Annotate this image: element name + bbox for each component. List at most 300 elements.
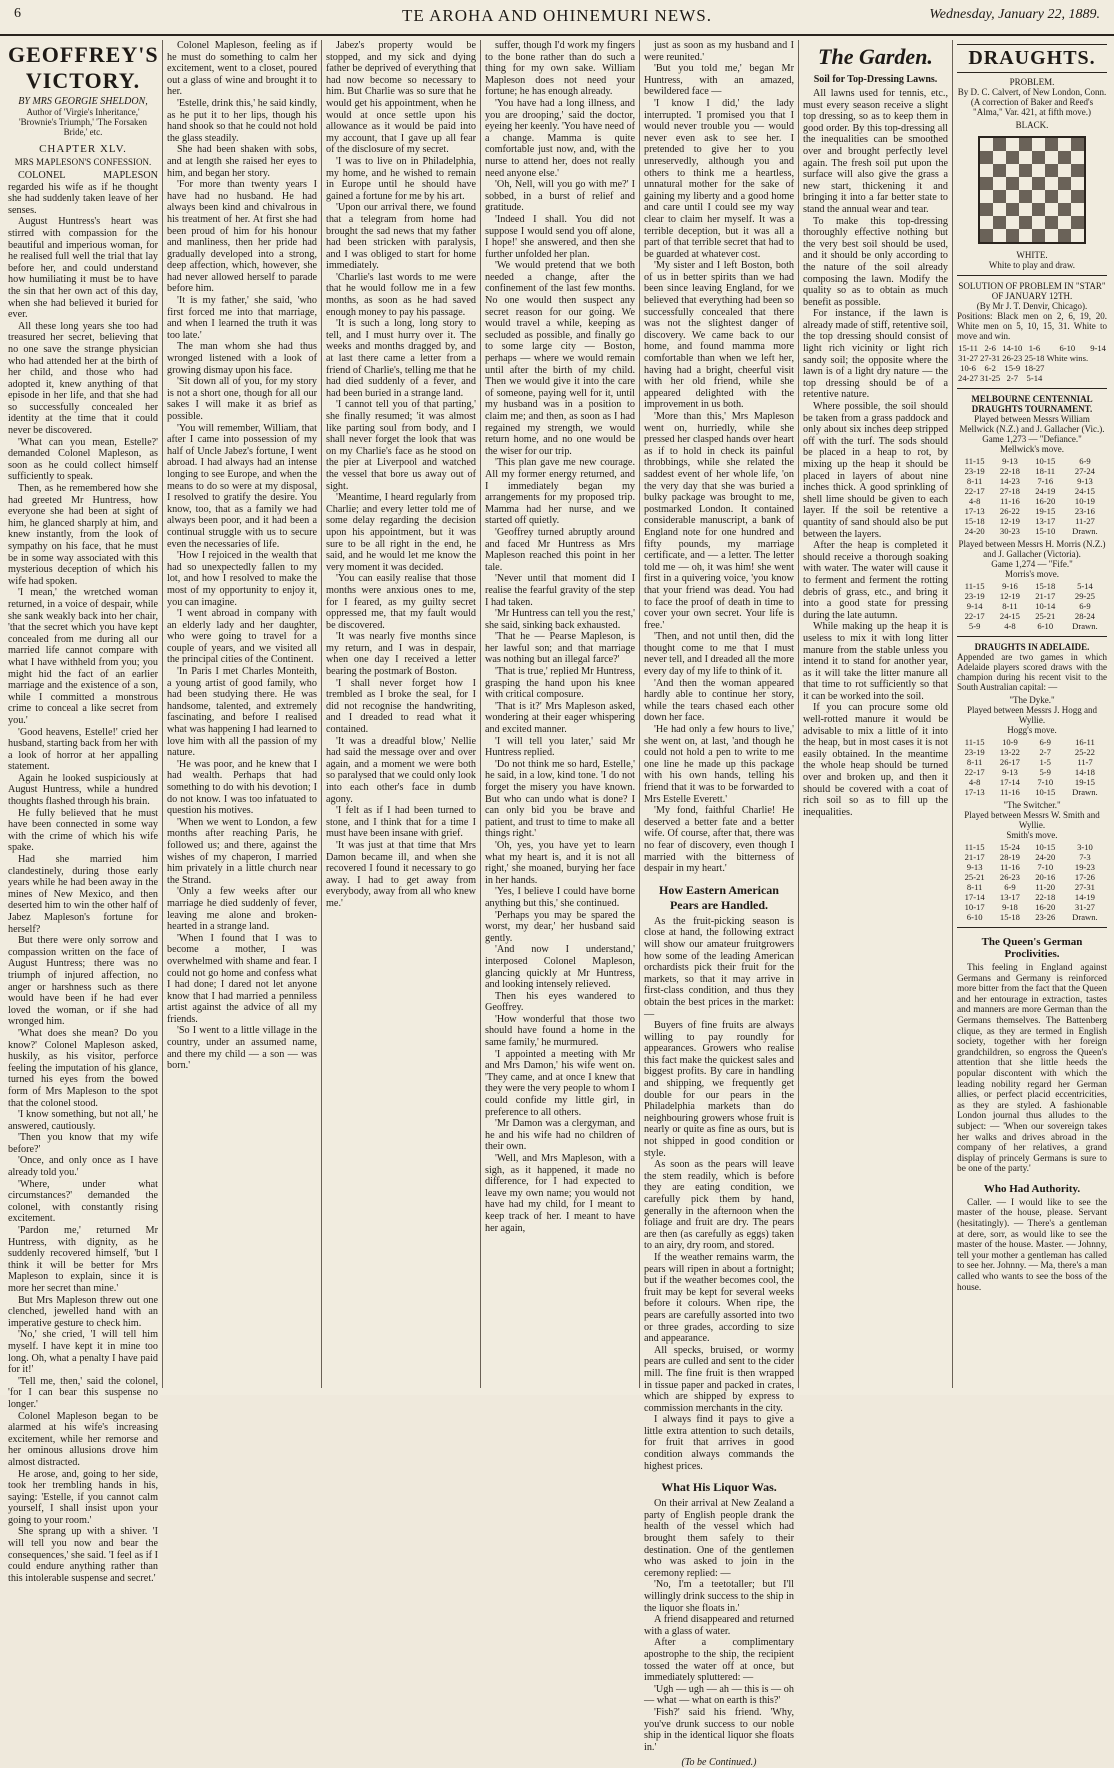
move-cell: 2-7 (1006, 373, 1019, 383)
garden-paragraph: All lawns used for tennis, etc., must every season receive a slight top dressing, so as to keep them in good order. By this top-dressing all the inequalities can be smoothed over and brought perfectly level again. The fresh soil put upon the surface will also give the grass a new start, thickening it and bringing it into a far better state to stand the annual wear and tear. (803, 88, 948, 215)
board-square (1071, 229, 1084, 242)
column-7 (957, 40, 1107, 1390)
board-square (1019, 229, 1032, 242)
column-2 (167, 40, 317, 1390)
story-paragraph: 'Tell me, then,' said the colonel, 'for I can bear this suspense no longer.' (8, 1375, 158, 1410)
story-paragraph: 'I mean,' the wretched woman returned, in a voice of despair, while she sank weakly back into her chair, 'that the secret which you have kept concealed from me during all our married life cannot compare with what I have withheld from you; you might hid the fact of an earlier marriage and the existence of a son, while I committed a monstrous crime to conceal a like secret from you.' (8, 587, 158, 726)
issue-date: Wednesday, January 22, 1889. (929, 7, 1100, 22)
move-cell: 22-17 (964, 611, 985, 621)
game1-moves-table (957, 456, 1107, 536)
move-cell: 23-19 (964, 747, 985, 757)
move-cell: 17-14 (999, 777, 1020, 787)
switcher-title: "The Switcher." (1003, 800, 1061, 810)
story-paragraph: 'No,' she cried, 'I will tell him myself. I have kept it in mine too long. Oh, what a penalty I have paid for it!' (8, 1329, 158, 1376)
liquor-article-paragraph: On their arrival at New Zealand a party of English people drank the health of the vessel which had brought them safely to their destination. One of the gentlemen who was asked to join in the ceremony replied: — (644, 1498, 794, 1579)
column-6 (803, 40, 948, 1390)
game-number: Game 1,273 — "Defiance." (982, 434, 1082, 444)
move-row (957, 757, 1107, 767)
move-cell: 28-24 (1074, 611, 1095, 621)
move-cell: 15-18 (964, 516, 985, 526)
liquor-article-paragraph: 'No, I'm a teetotaller; but I'll willingly drink success to the ship in the liquor she floats in.' (644, 1579, 794, 1614)
board-square (1045, 190, 1058, 203)
col2-body (167, 40, 317, 1072)
board-square (1071, 164, 1084, 177)
story-paragraph: Had she married him clandestinely, during those early years while he had been away in the mines of New Mexico, and then deserted him to win the other half of Jabez Mapleson's fortune for herself? (8, 854, 158, 935)
story-paragraph: But there were only sorrow and compassion written on the face of August Huntress; there was no triumph of injured affection, no anger or harshness such as there would have been if he had ever loved the woman, or if she had wronged him. (8, 935, 158, 1028)
move-cell: 3-10 (1077, 842, 1093, 852)
switcher-move: Smith's move. (1006, 830, 1058, 840)
story-paragraph: 'Oh, Nell, will you go with me?' I sobbed, in a burst of relief and gratitude. (485, 179, 635, 214)
move-cell: 8-11 (966, 476, 983, 486)
move-cell: 11-16 (1000, 496, 1020, 506)
move-cell: 11-15 (964, 456, 985, 466)
story-paragraph: Then, as he remembered how she had greeted Mr Huntress, how everyone she had been at sight of him, he glanced sharply at him, and knew instantly, from the look of sympathy on his face, that he must be in some way associated with this mysterious deception of which his wife had spoken. (8, 483, 158, 587)
board-square (1045, 229, 1058, 242)
move-row (957, 476, 1107, 486)
move-cell: 31-25 (980, 373, 1001, 383)
move-cell: 10-9 (1002, 737, 1018, 747)
story-paragraph: The man whom she had thus wronged listened with a look of growing dismay upon his face. (167, 341, 317, 376)
move-cell: 26-17 (999, 757, 1020, 767)
garden-subtitle: Soil for Top-Dressing Lawns. (813, 74, 938, 85)
move-cell: 25-21 (964, 872, 985, 882)
move-cell: 13-17 (999, 892, 1020, 902)
move-cell: 25-18 (1024, 353, 1045, 363)
garden-paragraph: To make this top-dressing thoroughly effective nothing but the very best soil should be used, and it should be only according to the nature of the soil already composing the lawn. Modify the quality so as to obtain as much benefit as possible. (803, 215, 948, 308)
adelaide-intro: Appended are two games in which Adelaide players scored draws with the champion during his recent visit to the South Australian capital: — (957, 652, 1107, 692)
move-cell: 16-20 (1035, 902, 1056, 912)
problem-note: (A correction of Baker and Reed's "Alma," Var. 421, at fifth move.) (970, 97, 1094, 117)
move-cell: 17-13 (964, 787, 985, 797)
move-cell: 31-27 (1074, 902, 1095, 912)
story-paragraph: 'Never until that moment did I realise the fearful gravity of the step I had taken. (485, 573, 635, 608)
author-note: Author of 'Virgie's Inheritance,' 'Brownie's Triumph,' 'The Forsaken Bride,' etc. (19, 107, 147, 137)
board-square (1058, 216, 1071, 229)
story-paragraph: 'Only a few weeks after our marriage he died suddenly of fever, leaving me alone and broken-hearted in a strange land. (167, 886, 317, 933)
story-paragraph: All these long years she too had treasured her secret, believing that no one save the strange physician who had attended her at the birth of her child, and those who had adopted it, knew anything of that episode in her life, and that she had so successfully concealed her identity at the time that it could never be discovered. (8, 320, 158, 437)
move-cell: 12-19 (999, 516, 1020, 526)
move-row (957, 912, 1107, 922)
board-square (1032, 203, 1045, 216)
board-square (1019, 203, 1032, 216)
story-paragraph: 'He was poor, and he knew that I had wealth. Perhaps that had something to do with his devotion; I do not know. I was too infatuated to question his motives. (167, 758, 317, 817)
story-paragraph: She sprang up with a shiver. 'I will tell you now and bear the consequences,' she said. 'I feel as if I could endure anything rather than this intolerable suspense and secret.' (8, 1526, 158, 1584)
story-paragraph: 'We would pretend that we both needed a change, after the confinement of the last few months. No one would then suspect any secret reason for our going. We would travel a while, keeping as secluded as possible, and finally go to some large city — Boston, perhaps — where we would remain until after the birth of my child. Then we would give it into the care of someone, paying well for it, until my husband was in a position to claim me; and then, as soon as I had regained my strength, we would return home, and no one would be the wiser for our trip. (485, 260, 635, 457)
story-paragraph: She had been shaken with sobs, and at length she raised her eyes to him, and began her story. (167, 144, 317, 179)
move-cell: 6-9 (1004, 882, 1016, 892)
story-paragraph: just as soon as my husband and I were reunited.' (644, 40, 794, 63)
solution-heading: SOLUTION OF PROBLEM IN "STAR" OF JANUARY 12TH. (958, 281, 1106, 301)
liquor-article-paragraph: 'Fish?' said his friend. 'Why, you've drunk success to our noble ship in the identical liquor she floats in.' (644, 1706, 794, 1753)
divider (957, 927, 1107, 928)
move-cell: 16-20 (1035, 496, 1056, 506)
move-cell: 11-15 (964, 581, 985, 591)
column-rule (162, 40, 163, 1388)
story-paragraph: He fully believed that he must have been connected in some way with the crime of which his wife spake. (8, 807, 158, 854)
story-paragraph: 'What can you mean, Estelle?' demanded Colonel Mapleson, as soon as he could collect himself sufficiently to speak. (8, 436, 158, 483)
byline: BY MRS GEORGIE SHELDON, (18, 96, 148, 107)
board-square (1045, 177, 1058, 190)
board-square (980, 151, 993, 164)
garden-paragraph: After the heap is completed it should receive a thorough soaking with water. The water will cause it to ferment and ferment the rotting debris of grass, etc., and bring it into a good state for pressing during the late autumn. (803, 540, 948, 621)
tourney-subheading: Played between Messrs William Mellwick (N.Z.) and J. Gallacher (Vic.). (959, 414, 1105, 434)
board-square (1045, 203, 1058, 216)
move-row (957, 902, 1107, 912)
story-paragraph: 'He had only a few hours to live,' she went on, at last, 'and though he could not hold a pen to write to me one line he made up this package with his own hands, telling his friend that it was to be forwarded to Mrs Estelle Everett.' (644, 724, 794, 805)
story-paragraph: 'It is my father,' she said, 'who first forced me into that marriage, and when I learned the truth it was too late.' (167, 295, 317, 341)
move-cell: 11-15 (964, 842, 985, 852)
move-cell: 5-14 (1077, 581, 1093, 591)
column-4 (485, 40, 635, 1390)
move-cell: 13-22 (999, 747, 1020, 757)
move-cell: 11-15 (964, 737, 985, 747)
board-square (1006, 216, 1019, 229)
board-square (1058, 138, 1071, 151)
move-row (957, 373, 1107, 383)
board-square (1006, 203, 1019, 216)
story-paragraph: 'Sit down all of you, for my story is not a short one, though for all our sakes I will make it as brief as possible. (167, 376, 317, 422)
move-cell: 24-15 (999, 611, 1020, 621)
move-cell: 19-15 (1074, 777, 1095, 787)
move-cell: Drawn. (1072, 912, 1098, 922)
board-square (980, 229, 993, 242)
board-square (1071, 177, 1084, 190)
chapter-heading: CHAPTER XLV. (39, 143, 127, 155)
board-square (1032, 151, 1045, 164)
story-paragraph: 'My sister and I left Boston, both of us in better spirits than we had been since leaving England, for we believed that everything had been so successfully concealed that there was not the slightest danger of discovery. We came back to our home, and found mamma more comfortable than when we left her, having had a bright, cheerful visit with her old friend, while she appeared delighted with the improvement in us both. (644, 260, 794, 411)
move-cell: 18-27 (1024, 363, 1045, 373)
story-paragraph: 'That he — Pearse Mapleson, is her lawful son; and that marriage was nothing but an illegal farce?' (485, 631, 635, 666)
board-square (993, 177, 1006, 190)
story-paragraph: 'Perhaps you may be spared the worst, my dear,' her husband said gently. (485, 909, 635, 944)
move-cell: 5-9 (1039, 767, 1051, 777)
story-paragraph: 'Then you know that my wife before?' (8, 1132, 158, 1155)
col6-body (803, 88, 948, 818)
story-paragraph: 'When I found that I was to become a mother, I was overwhelmed with shame and fear. I could not go home and confess what I had done; I dared not let anyone know that I had married a penniless artist against the advice of all my friends. (167, 932, 317, 1025)
move-cell: 1-6 (1028, 343, 1041, 353)
board-square (1058, 177, 1071, 190)
board-square (1032, 216, 1045, 229)
board-square (1032, 229, 1045, 242)
move-cell: 17-26 (1074, 872, 1095, 882)
board-square (1006, 151, 1019, 164)
board-square (1045, 138, 1058, 151)
move-cell: 6-2 (984, 363, 996, 373)
column-rule (321, 40, 322, 1388)
board-square (1058, 229, 1071, 242)
solution-author: (By Mr J. T. Denvir, Chicago). (976, 301, 1088, 311)
move-cell: 14-19 (1074, 892, 1095, 902)
move-cell: 9-13 (1002, 767, 1018, 777)
move-row (957, 581, 1107, 591)
board-square (980, 203, 993, 216)
adelaide-heading: DRAUGHTS IN ADELAIDE. (974, 642, 1090, 652)
board-square (1071, 151, 1084, 164)
move-cell: 15-9 (1004, 363, 1021, 373)
move-cell: 7-10 (1037, 862, 1054, 872)
story-paragraph: 'It was nearly five months since my return, and I was in despair, when one day I received a letter bearing the postmark of Boston. (326, 631, 476, 678)
game2-number: Game 1,274 — "Fife." (991, 559, 1073, 569)
problem-author: By D. C. Calvert, of New London, Conn. (957, 87, 1107, 97)
story-paragraph: 'Geoffrey turned abruptly around and faced Mr Huntress as Mrs Mapleson reached this point in her tale. (485, 526, 635, 573)
move-cell: 27-31 (980, 353, 1001, 363)
story-paragraph: 'Indeed I shall. You did not suppose I would send you off alone, I hope!' she answered, and then she further unfolded her plan. (485, 213, 635, 260)
story-paragraph: 'It is such a long, long story to tell, and I must hurry over it. The weeks and months dragged by, and at last there came a letter from a friend of Charlie's, telling me that he had died suddenly of a fever, and had been buried in a strange land. (326, 318, 476, 399)
story-paragraph: 'You will remember, William, that after I came into possession of my half of Uncle Jabez's fortune, I went abroad. I had always had an intense longing to see Europe, and when the means to do so were at my disposal, I resolved to gratify the desire. You know, too, that as a family we had always been poor, and it had been a continual struggle with us to secure even the necessaries of life. (167, 422, 317, 550)
garden-paragraph: For instance, if the lawn is already made of stiff, retentive soil, the top dressing should consist of light rich vicinity or light rich sandy soil; the opposite where the lawn is of a light dry nature — the top dressing should be of a retentive nature. (803, 308, 948, 401)
move-cell: 14-23 (999, 476, 1020, 486)
column-rule (798, 40, 799, 1388)
move-cell: 11-20 (1035, 882, 1056, 892)
move-cell: 22-17 (964, 767, 985, 777)
move-row (957, 852, 1107, 862)
move-cell: 14-18 (1074, 767, 1095, 777)
move-cell: 8-11 (966, 757, 983, 767)
move-cell: 10-6 (960, 363, 976, 373)
move-cell: 7-10 (1037, 777, 1054, 787)
move-cell: 10-15 (1035, 456, 1056, 466)
col5-body (644, 40, 794, 1753)
switcher-subheading: Played between Messrs W. Smith and Wyllie. (964, 810, 1100, 830)
board-square (993, 203, 1006, 216)
move-cell: 15-11 (958, 343, 978, 353)
page-number: 6 (14, 6, 21, 21)
move-cell: 22-18 (999, 466, 1020, 476)
move-cell: 22-17 (964, 486, 985, 496)
column-rule (639, 40, 640, 1388)
board-square (980, 164, 993, 177)
problem-heading: PROBLEM. (1009, 77, 1055, 87)
move-cell: Drawn. (1072, 787, 1098, 797)
story-paragraph: Again he looked suspiciously at August Huntress, while a hundred thoughts flashed through his brain. (8, 772, 158, 808)
board-square (1006, 190, 1019, 203)
board-square (1032, 177, 1045, 190)
move-row (957, 862, 1107, 872)
story-paragraph: He arose, and, going to her side, took her trembling hands in his, saying: 'Estelle, if you cannot calm yourself, I shall insist upon your going to your room.' (8, 1468, 158, 1526)
move-cell: 9-13 (1002, 456, 1018, 466)
move-cell: 17-13 (964, 506, 985, 516)
move-cell: 10-17 (964, 902, 985, 912)
move-row (957, 343, 1107, 353)
story-paragraph: 'It was a dreadful blow,' Nellie had said the message over and over again, and a moment we were both so paralysed that we could only look into each other's face in dumb agony. (326, 735, 476, 805)
move-cell: 14-10 (1002, 343, 1023, 353)
move-cell: 26-23 (1002, 353, 1023, 363)
move-cell: 16-11 (1075, 737, 1095, 747)
story-paragraph: 'In Paris I met Charles Monteith, a young artist of good family, who had been studying there. He was handsome, talented, and extremely fascinating, and before I realised what was happening I had learned to love him with all the passion of my nature. (167, 666, 317, 759)
move-cell: 8-11 (966, 882, 983, 892)
draughts-title: DRAUGHTS. (957, 44, 1107, 73)
story-paragraph: 'That is it?' Mrs Mapleson asked, wondering at their eager whispering and excited manner. (485, 700, 635, 736)
move-cell: 11-16 (1000, 787, 1020, 797)
story-paragraph: Colonel Mapleson, feeling as if he must do something to calm her excitement, went to a closet, poured out a glass of wine and brought it to her. (167, 40, 317, 98)
pears-article-title: How Eastern American Pears are Handled. (659, 882, 779, 912)
divider (957, 636, 1107, 637)
story-title: GEOFFREY'S VICTORY. (8, 42, 159, 93)
pears-article-paragraph: As soon as the pears will leave the stem readily, which is before they are eating condition, we carefully pick them by hand, generally in the afternoon when the foliage and fruit are dry. The pears are then (as carefully as eggs) taken to an airy, dry room, and stored. (644, 1159, 794, 1252)
story-paragraph: 'Once, and only once as I have already told you.' (8, 1155, 158, 1179)
dyke-move: Hogg's move. (1007, 725, 1057, 735)
board-square (1006, 229, 1019, 242)
move-cell: 15-18 (999, 912, 1020, 922)
story-paragraph: 'Upon our arrival there, we found that a telegram from home had brought the sad news that my father had been stricken with paralysis, and I was obliged to start for home immediately. (326, 202, 476, 272)
garden-paragraph: Where possible, the soil should be taken from a grass paddock and only about six inches deep stripped off with the turf. The sods should be placed in a heap to rot, by mixing up the heap it should be placed in layers of about nine inches thick. A good sprinkling of shell lime should be given to each layer. If the soil be retentive a quantity of sand should also be put between the layers. (803, 401, 948, 540)
move-cell: 27-31 (1074, 882, 1095, 892)
story-paragraph: 'Oh, yes, you have yet to learn what my heart is, and it is not all right,' she moaned, burying her face in her hands. (485, 839, 635, 886)
move-cell: 24-15 (1074, 486, 1095, 496)
move-cell: 9-13 (966, 862, 983, 872)
move-row (957, 456, 1107, 466)
story-paragraph: 'More than this,' Mrs Mapleson went on, hurriedly, while she pressed her clasped hands over heart as if to hold in check its painful throbbings, while she related the saddest event of her whole life, 'on the very day that she was buried a bulky package was brought to me, postmarked London. It contained considerable manuscript, a bank of England note for one hundred and fifty pounds, my marriage certificate, and — a letter. The letter told me — oh, it was him! she went first in a quivering voice, 'you know that your friend was dead. You had to face the proof of death in time to cover your own secret. Your life is free.' (644, 411, 794, 631)
story-paragraph: 'I felt as if I had been turned to stone, and I think that for a time I must have been insane with grief. (326, 805, 476, 840)
board-square (1071, 216, 1084, 229)
board-square (1006, 177, 1019, 190)
move-row (957, 601, 1107, 611)
move-cell: 26-23 (999, 872, 1020, 882)
board-square (1071, 138, 1084, 151)
move-cell: 8-11 (1002, 601, 1018, 611)
story-paragraph: 'And then the woman appeared hardly able to continue her story, while the tears chased each other down her face. (644, 677, 794, 724)
move-cell: 24-19 (1035, 486, 1056, 496)
story-paragraph: suffer, though I'd work my fingers to the bone rather than do such a thing for my own sake. William Mapleson does not need your fortune; he has enough already. (485, 40, 635, 98)
board-square (1045, 164, 1058, 177)
move-row (957, 787, 1107, 797)
board-square (1058, 190, 1071, 203)
story-paragraph: Then his eyes wandered to Geoffrey. (485, 990, 635, 1014)
game-move: Mellwick's move. (999, 444, 1065, 454)
move-cell: 23-26 (1035, 912, 1056, 922)
story-paragraph: 'Then, and not until then, did the thought come to me that I must never tell, and I dreaded all the more every day of my life to think of it. (644, 631, 794, 678)
move-cell: 21-17 (1035, 591, 1056, 601)
board-square (1019, 164, 1032, 177)
board-square (993, 138, 1006, 151)
story-paragraph: 'I cannot tell you of that parting,' she finally resumed; 'it was almost like parting soul from body, and I shall never forget the look that was on my Charlie's face as he stood on the pier at Liverpool and watched the vessel that bore us away out of sight. (326, 399, 476, 492)
move-cell (1046, 373, 1090, 383)
story-paragraph: 'Mr Damon was a clergyman, and he and his wife had no children of their own. (485, 1118, 635, 1153)
move-cell: 5-14 (1026, 373, 1043, 383)
move-cell: 26-22 (999, 506, 1020, 516)
move-cell: 10-14 (1035, 601, 1056, 611)
board-square (980, 190, 993, 203)
move-cell (1046, 363, 1090, 373)
board-square (993, 151, 1006, 164)
move-cell: 24-20 (1035, 852, 1056, 862)
garden-paragraph: If you can procure some old well-rotted manure it would be advisable to mix a little of it into the heap, but in most cases it is not easily obtained. In the meantime the whole heap should be turned over and broken up, and then it should be covered with a coat of rich soil so as to fill up the inequalities. (803, 702, 948, 818)
pears-article-paragraph: As the fruit-picking season is close at hand, the following extract will show our amateur fruitgrowers how some of the leading American orchardists pick their fruit for the markets, so that it may arrive in first-class condition, and thus they obtain the best prices in the market: — (644, 915, 794, 1020)
move-row (957, 872, 1107, 882)
move-cell: 5-9 (968, 621, 981, 631)
authority-article-title: Who Had Authority. (983, 1182, 1081, 1195)
dyke-title: "The Dyke." (1009, 695, 1055, 705)
board-square (1019, 138, 1032, 151)
story-paragraph: 'Mr Huntress can tell you the rest,' she said, sinking back exhausted. (485, 608, 635, 631)
board-square (1058, 151, 1071, 164)
move-cell: 11-27 (1075, 516, 1095, 526)
story-paragraph: 'Good heavens, Estelle!' cried her husband, starting back from her with a look of horror at her appalling statement. (8, 726, 158, 773)
move-row (957, 737, 1107, 747)
move-cell: 12-19 (999, 591, 1020, 601)
move-cell: 10-19 (1074, 496, 1095, 506)
game2-subheading: Played between Messrs H. Morris (N.Z.) and J. Gallacher (Victoria). (958, 539, 1106, 559)
move-cell: 10-15 (1035, 842, 1056, 852)
story-paragraph: 'But you told me,' began Mr Huntress, with an amazed, bewildered face — (644, 63, 794, 98)
move-cell: 19-15 (1035, 506, 1056, 516)
garden-title: The Garden. (818, 44, 933, 69)
col3-body (326, 40, 476, 910)
story-paragraph: 'I was to live on in Philadelphia, my home, and he wished to remain in Europe until he should have gained a fortune for me by his art. (326, 155, 476, 202)
story-paragraph: 'When we went to London, a few months after reaching Paris, he followed us; and there, against the wishes of my chaperon, I married him privately in a little church near the Strand. (167, 816, 317, 886)
move-cell: 22-18 (1035, 892, 1056, 902)
to-be-continued: (To be Continued.) (681, 1757, 757, 1768)
story-paragraph: 'And now I understand,' interposed Colonel Mapleson, glancing quickly at Mr Huntress, and looking intensely relieved. (485, 944, 635, 991)
story-paragraph: 'Estelle, drink this,' he said kindly, as he put it to her lips, though his hand shook so that he could not hold the glass steadily. (167, 97, 317, 144)
story-paragraph: 'Meantime, I heard regularly from Charlie; and every letter told me of some delay regarding the decision upon his appointment, but it was sure to be all right in the end, he said, and he would let me know the very moment it was decided. (326, 492, 476, 573)
board-square (1058, 203, 1071, 216)
pears-article-paragraph: All specks, bruised, or wormy pears are culled and sent to the cider mill. The fine fruit is then wrapped in tissue paper and packed in crates, which are shipped by express to commission merchants in the city. (644, 1344, 794, 1414)
story-paragraph: 'Well, and Mrs Mapleson, with a sigh, as it happened, it made no difference, for I had expected to leave my own name; you would not have had my child, for I meant to keep track of her. I meant to have her again, (485, 1153, 635, 1234)
move-cell: 9-14 (1090, 343, 1106, 353)
column-rule (480, 40, 481, 1388)
story-paragraph: 'How wonderful that those two should have found a home in the same family,' he murmured. (485, 1013, 635, 1049)
black-label: BLACK. (1015, 120, 1049, 130)
move-cell: 29-25 (1074, 591, 1095, 601)
story-paragraph: 'I shall never forget how I trembled as I broke the seal, for I did not recognise the handwriting, and I dreaded to read what it contained. (326, 677, 476, 736)
story-paragraph: 'So I went to a little village in the country, under an assumed name, and there my child — a son — was born.' (167, 1025, 317, 1072)
game2-move: Morris's move. (1004, 569, 1060, 579)
tourney-heading: MELBOURNE CENTENNIAL DRAUGHTS TOURNAMENT. (971, 394, 1093, 414)
liquor-article-paragraph: A friend disappeared and returned with a glass of water. (644, 1614, 794, 1637)
move-cell: 9-14 (966, 601, 983, 611)
move-cell: Drawn. (1072, 621, 1098, 631)
liquor-article-title: What His Liquor Was. (661, 1480, 777, 1495)
move-cell: 2-6 (984, 343, 996, 353)
column-1 (8, 40, 159, 1584)
move-cell: 30-23 (999, 526, 1020, 536)
move-cell: 7-3 (1079, 852, 1091, 862)
move-cell: White wins. (1046, 353, 1089, 363)
white-label: WHITE. (1016, 250, 1048, 260)
move-row (957, 516, 1107, 526)
story-paragraph: Colonel Mapleson began to be alarmed at his wife's increasing excitement, while her remorse and her ominous allusions drove him almost distracted. (8, 1410, 158, 1468)
move-row (957, 777, 1107, 787)
board-square (993, 164, 1006, 177)
board-square (1006, 164, 1019, 177)
move-cell: 7-16 (1037, 476, 1054, 486)
pears-article-paragraph: Buyers of fine fruits are always willing to pay roundly for appearances. Growers who realise this fact make the quickest sales and biggest profits. By care in handling and shipping, we frequently get double for our pears in the Philadelphia markets than do neighbouring growers whose fruit is nearly or quite as fine as ours, but is not shipped in good condition or style. (644, 1020, 794, 1159)
board-square (993, 229, 1006, 242)
divider (957, 388, 1107, 389)
story-paragraph: 'It was just at that time that Mrs Damon became ill, and when she recovered I found it necessary to go away. I had to get away from everybody, away from all who knew me.' (326, 839, 476, 909)
col1-body (8, 170, 158, 1584)
move-row (957, 747, 1107, 757)
garden-paragraph: While making up the heap it is useless to mix it with long litter manure from the stable unless you intend it to stand for another year, as it will take the litter manure all that time to rot sufficiently so that it can be worked into the soil. (803, 621, 948, 702)
liquor-article-paragraph: 'Ugh — ugh — ah — this is — oh — what — what on earth is this?' (644, 1683, 794, 1707)
move-cell: 19-23 (1074, 862, 1095, 872)
story-paragraph: 'I went abroad in company with an elderly lady and her daughter, who were going to travel for a couple of years, and we visited all the principal cities of the Continent. (167, 608, 317, 666)
move-cell: 6-10 (1037, 621, 1054, 631)
game2-moves-table (957, 581, 1107, 631)
story-paragraph: 'Charlie's last words to me were that he would follow me in a few months, as soon as he had saved enough money to pay his passage. (326, 271, 476, 318)
move-row (957, 767, 1107, 777)
story-paragraph: 'You can easily realise that those months were anxious ones to me, for I feared, as my guilty secret oppressed me, that my fault would be discovered. (326, 573, 476, 631)
move-cell: 2-7 (1039, 747, 1051, 757)
story-paragraph: 'I know something, but not all,' he answered, cautiously. (8, 1109, 158, 1132)
solution-moves-table (957, 343, 1107, 383)
story-paragraph: COLONEL MAPLESON regarded his wife as if he thought she had suddenly taken leave of her senses. (8, 170, 158, 216)
board-square (993, 216, 1006, 229)
board-square (1071, 190, 1084, 203)
newspaper-title: TE AROHA AND OHINEMURI NEWS. (402, 6, 712, 25)
move-row (957, 842, 1107, 852)
